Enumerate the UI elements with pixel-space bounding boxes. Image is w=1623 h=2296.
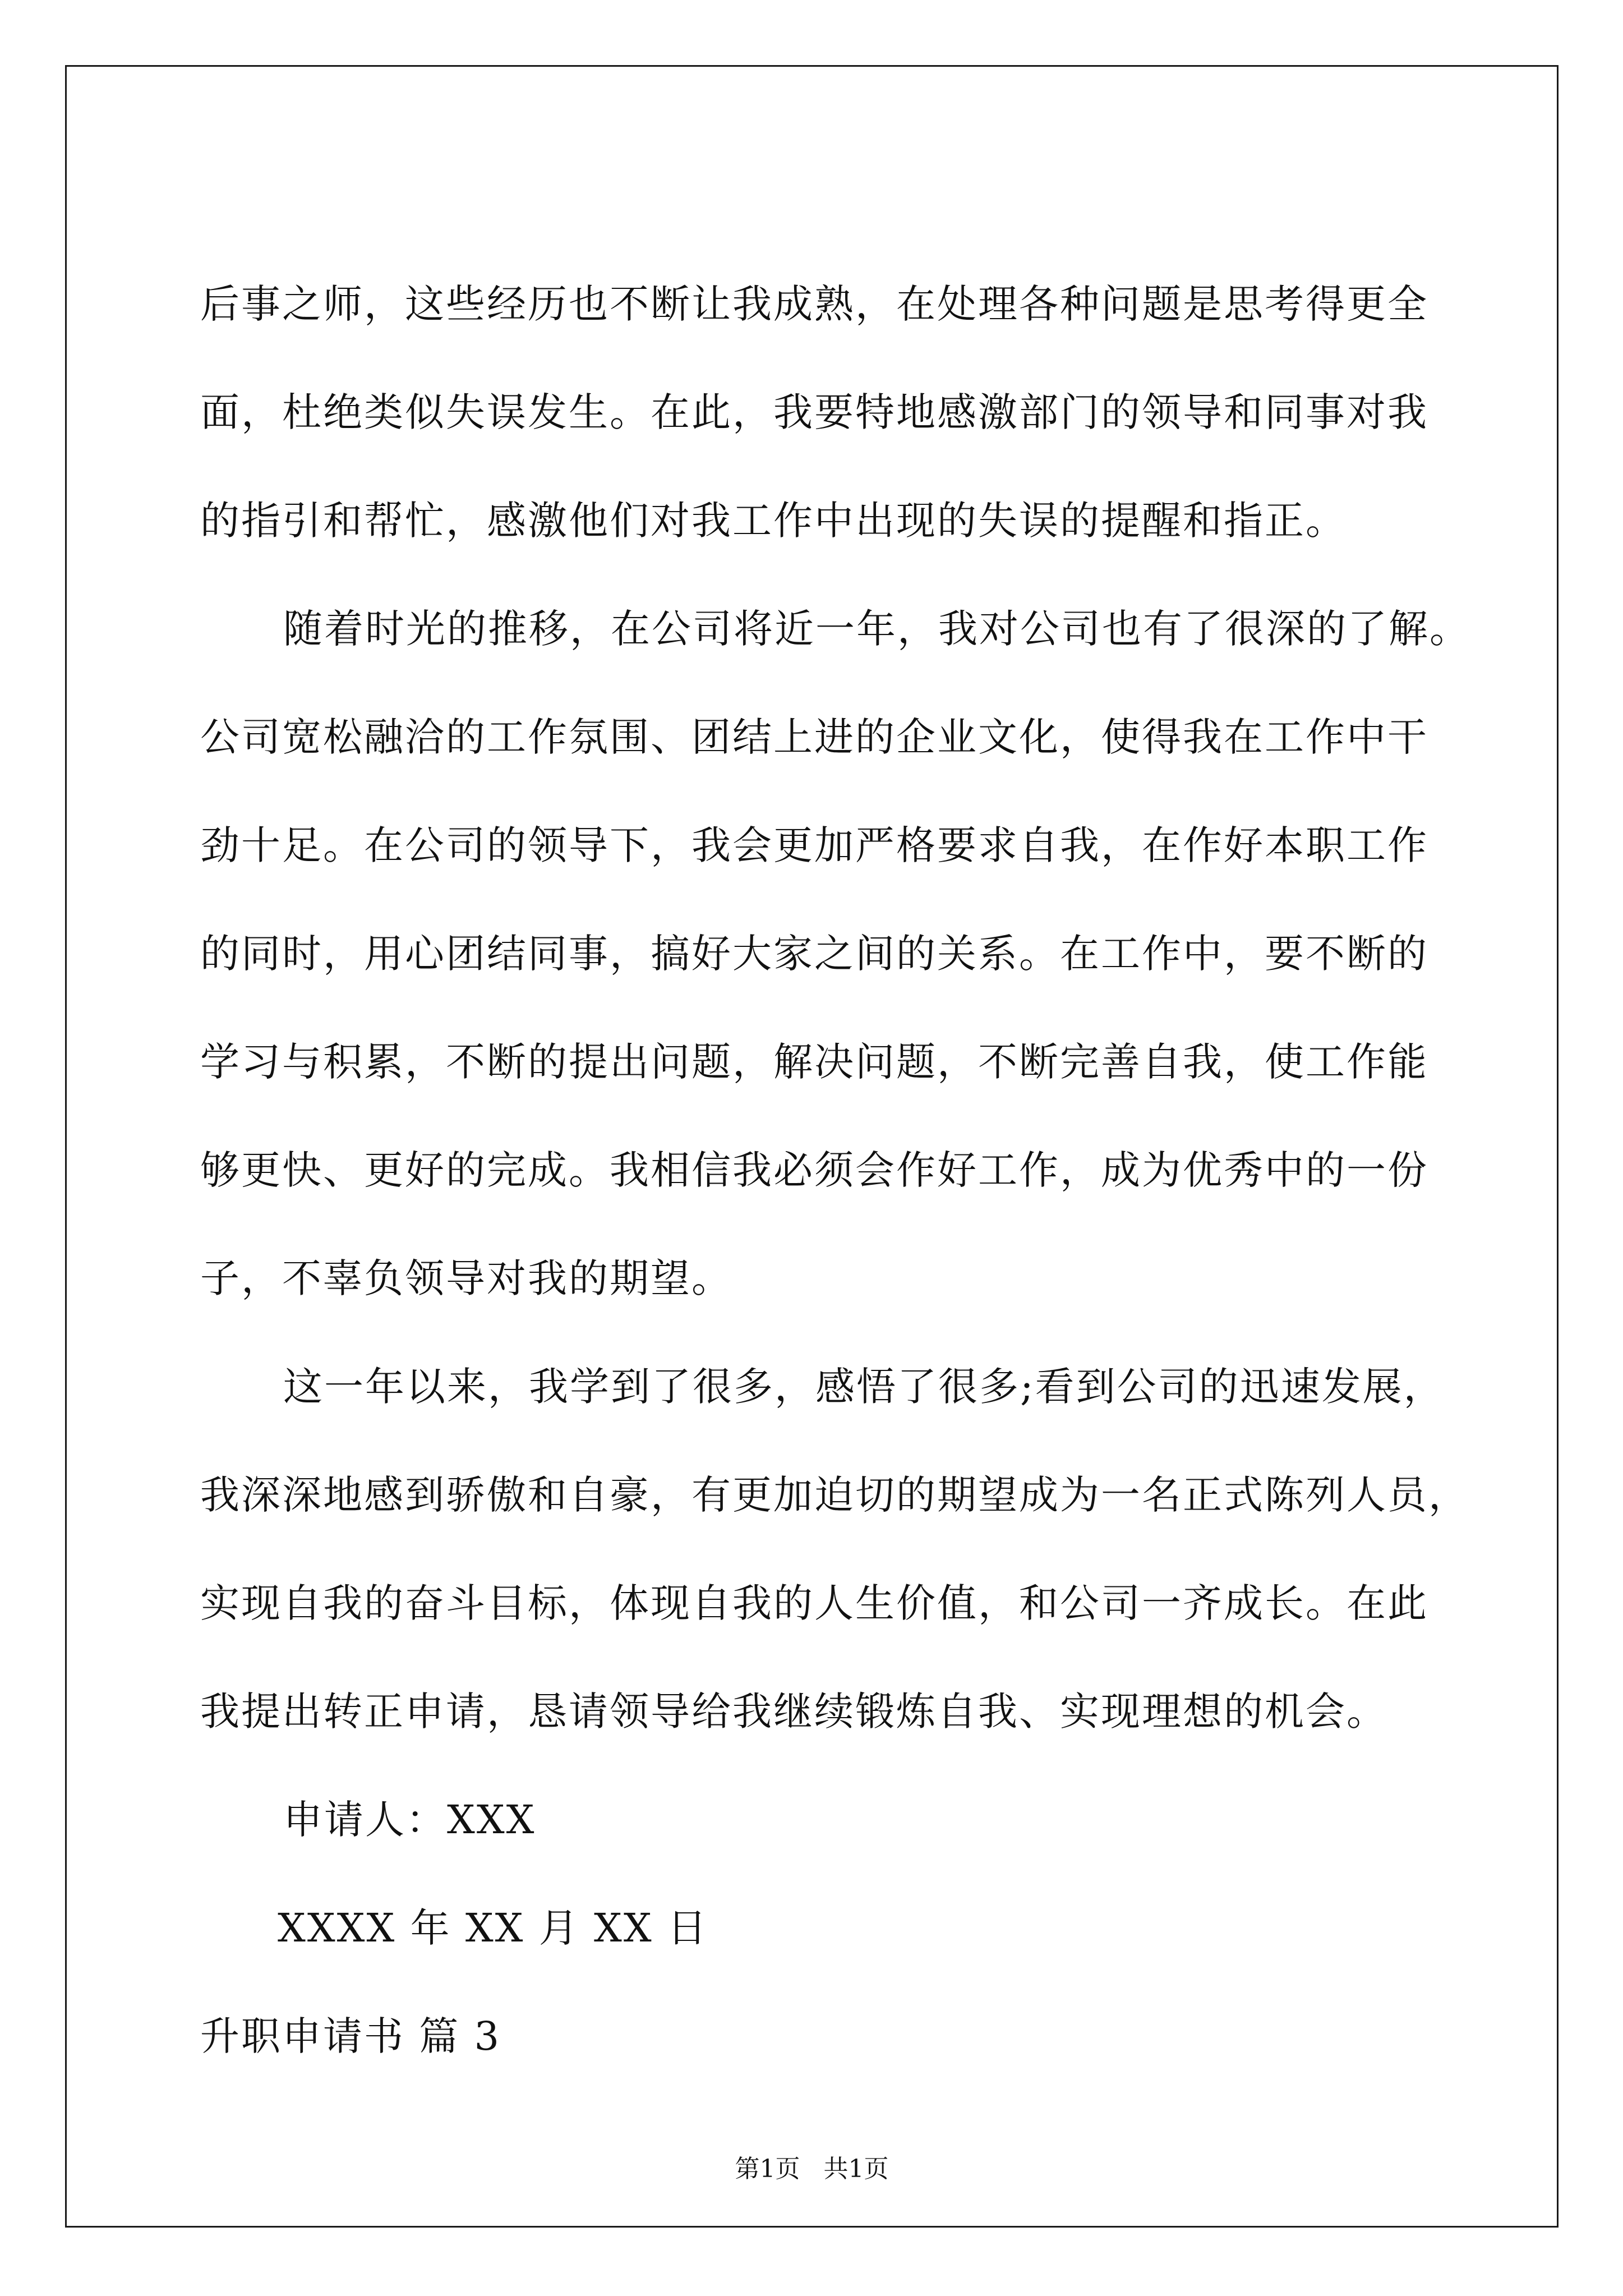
page-frame — [65, 65, 1559, 2228]
page-footer: 第1页 共1页 — [735, 2155, 889, 2183]
text-line: 的同时，用心团结同事，搞好大家之间的关系。在工作中，要不断的 — [200, 931, 1428, 977]
text-line: 我提出转正申请，恳请领导给我继续锻炼自我、实现理想的机会。 — [200, 1688, 1387, 1734]
applicant-line: 申请人：XXX — [283, 1797, 536, 1843]
date-line: XXXX 年 XX 月 XX 日 — [278, 1905, 708, 1951]
text-line: 够更快、更好的完成。我相信我必须会作好工作，成为优秀中的一份 — [200, 1147, 1428, 1193]
text-line: 劲十足。在公司的领导下，我会更加严格要求自我，在作好本职工作 — [200, 822, 1428, 868]
paragraph-start-line: 这一年以来，我学到了很多，感悟了很多;看到公司的迅速发展， — [283, 1364, 1445, 1410]
text-line: 后事之师，这些经历也不断让我成熟，在处理各种问题是思考得更全 — [200, 281, 1428, 327]
text-line: 学习与积累，不断的提出问题，解决问题，不断完善自我，使工作能 — [200, 1039, 1428, 1085]
text-line: 公司宽松融洽的工作氛围、团结上进的企业文化，使得我在工作中干 — [200, 714, 1428, 760]
text-line: 子，不辜负领导对我的期望。 — [200, 1255, 732, 1301]
text-line: 面，杜绝类似失误发生。在此，我要特地感激部门的领导和同事对我 — [200, 389, 1428, 435]
text-line: 的指引和帮忙，感激他们对我工作中出现的失误的提醒和指正。 — [200, 498, 1347, 544]
text-line: 实现自我的奋斗目标，体现自我的人生价值，和公司一齐成长。在此 — [200, 1580, 1428, 1626]
section-heading: 升职申请书 篇 3 — [200, 2013, 501, 2059]
text-line: 我深深地感到骄傲和自豪，有更加迫切的期望成为一名正式陈列人员， — [200, 1472, 1469, 1518]
paragraph-start-line: 随着时光的推移，在公司将近一年，我对公司也有了很深的了解。 — [283, 606, 1470, 652]
document-body — [67, 67, 1557, 2226]
